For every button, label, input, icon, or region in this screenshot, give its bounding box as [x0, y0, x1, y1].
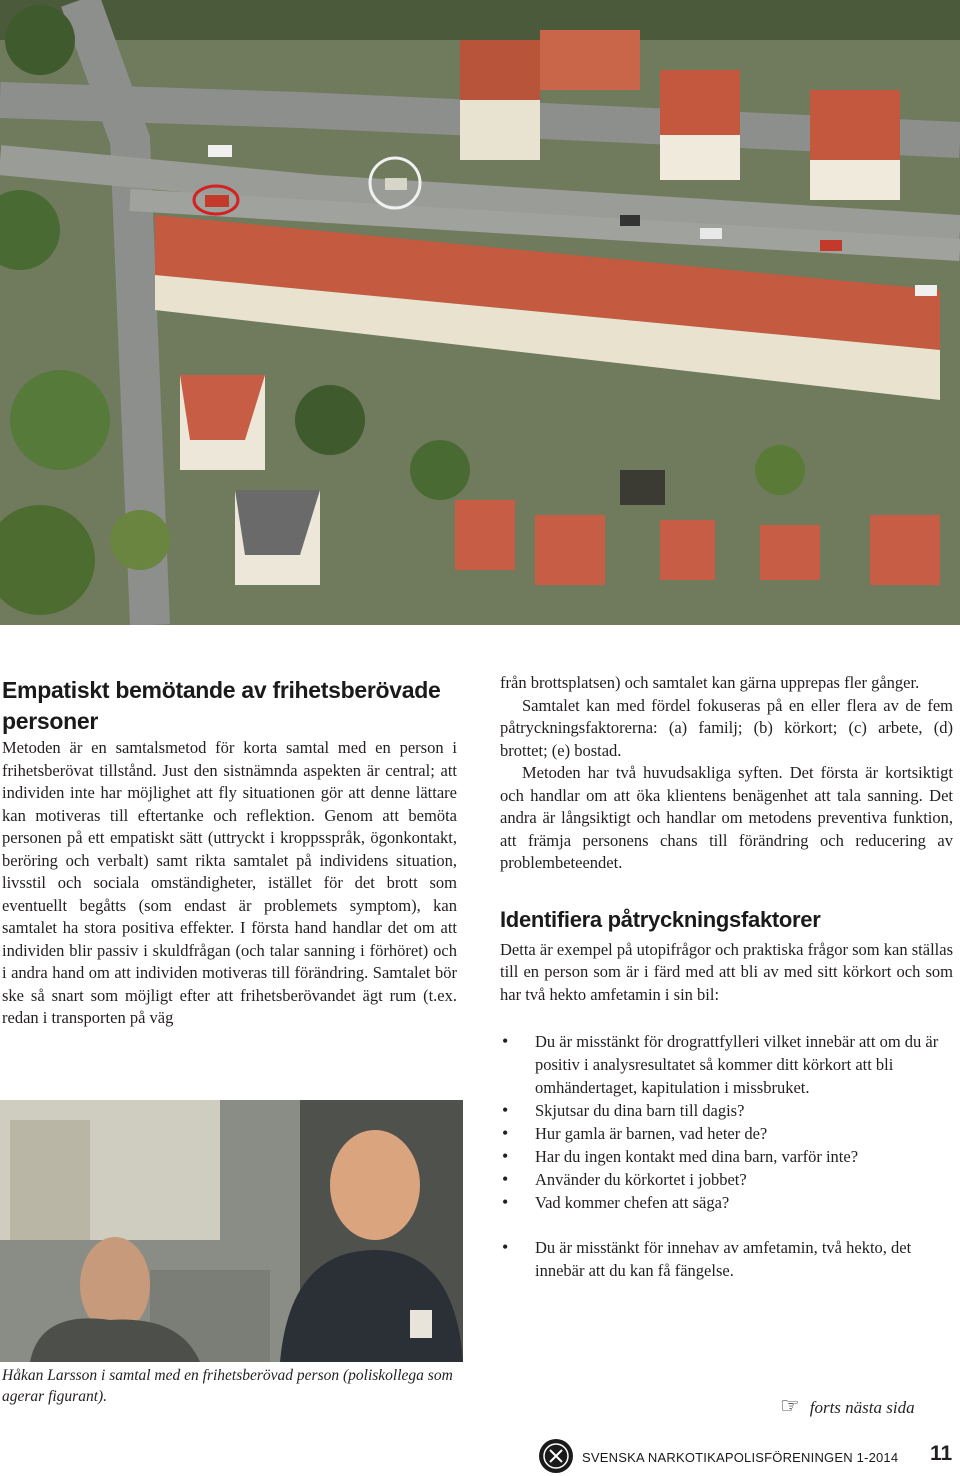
pointing-hand-icon: ☞ [780, 1393, 800, 1418]
association-logo-icon [538, 1438, 574, 1474]
list-item: • Du är misstänkt för drograttfylleri vilket innebär att om du är positiv i analysresultatet så kommer ditt körkort att bli omhändertaget, kapitulation i missbruket. [500, 1030, 953, 1099]
list-item: • Använder du körkortet i jobbet? [500, 1168, 953, 1191]
list-item: • Hur gamla är barnen, vad heter de? [500, 1122, 953, 1145]
publication-name: SVENSKA NARKOTIKAPOLISFÖRENINGEN 1-2014 [582, 1450, 899, 1465]
paragraph-purposes: Metoden har två huvudsakliga syften. Det första är kortsiktigt och handlar om att öka klientens benägenhet att tala sanning. Det andra är långsiktigt och handlar om metodens preventiva funktion, att främja personens chans till förändring och reducering av problembeteendet. [500, 763, 953, 872]
paragraph-examples: Detta är exempel på utopifrågor och praktiska frågor som kan ställas till en person som är i färd med att bli av med sitt körkort och som har två hekto amfetamin i sin bil: [500, 939, 953, 1004]
list-item: • Skjutsar du dina barn till dagis? [500, 1099, 953, 1122]
left-column [2, 675, 457, 1030]
question-list [500, 1030, 953, 1214]
question-list-2 [500, 1236, 953, 1282]
car-photo [0, 1100, 463, 1362]
page-footer [538, 1436, 958, 1476]
continued-note [780, 1393, 915, 1419]
right-column [500, 672, 953, 1282]
article-heading: Empatiskt bemötande av frihetsberövade personer [2, 677, 441, 734]
article-paragraph: Metoden är en samtalsmetod för korta samtal med en person i frihetsberövat tillstånd. Just den sistnämnda aspekten är central; att individen inte har möjlighet att fly situationen gör att denne lättare kan motiveras till eftertanke och reflektion. Genom att bemöta personen på ett empatiskt sätt (uttryckt i kroppsspråk, ögonkontakt, beröring och verbalt) samt rikta samtalet på individens situation, livsstil och sociala omständigheter, istället för det brott som eventuellt begåtts (som endast är problemets symptom), kan samtalet ha stora positiva effekter. I första hand handlar det om att individen blir passiv i skuldfrågan (och talar sanning i förhöret) och i andra hand om att individen motiveras till förändring. Samtalet bör ske så snart som möjligt efter att frihetsberövandet ägt rum (t.ex. redan i transporten på väg [2, 738, 457, 1027]
aerial-photo [0, 0, 960, 625]
section-heading: Identifiera påtryckningsfaktorer [500, 906, 821, 932]
continued-label: forts nästa sida [809, 1398, 915, 1417]
list-item: • Har du ingen kontakt med dina barn, varför inte? [500, 1145, 953, 1168]
list-item: • Vad kommer chefen att säga? [500, 1191, 953, 1214]
paragraph-continued: från brottsplatsen) och samtalet kan gärna upprepas fler gånger. [500, 673, 920, 692]
page-number: 11 [930, 1442, 953, 1465]
photo-caption: Håkan Larsson i samtal med en frihetsberövad person (poliskollega som agerar figurant). [2, 1367, 453, 1405]
paragraph-factors: Samtalet kan med fördel fokuseras på en eller flera av de fem påtryckningsfaktorerna: (a) familj; (b) körkort; (c) arbete, (d) brottet; (e) bostad. [500, 695, 953, 760]
list-item: • Du är misstänkt för innehav av amfetamin, två hekto, det innebär att du kan få fängelse. [500, 1236, 953, 1282]
